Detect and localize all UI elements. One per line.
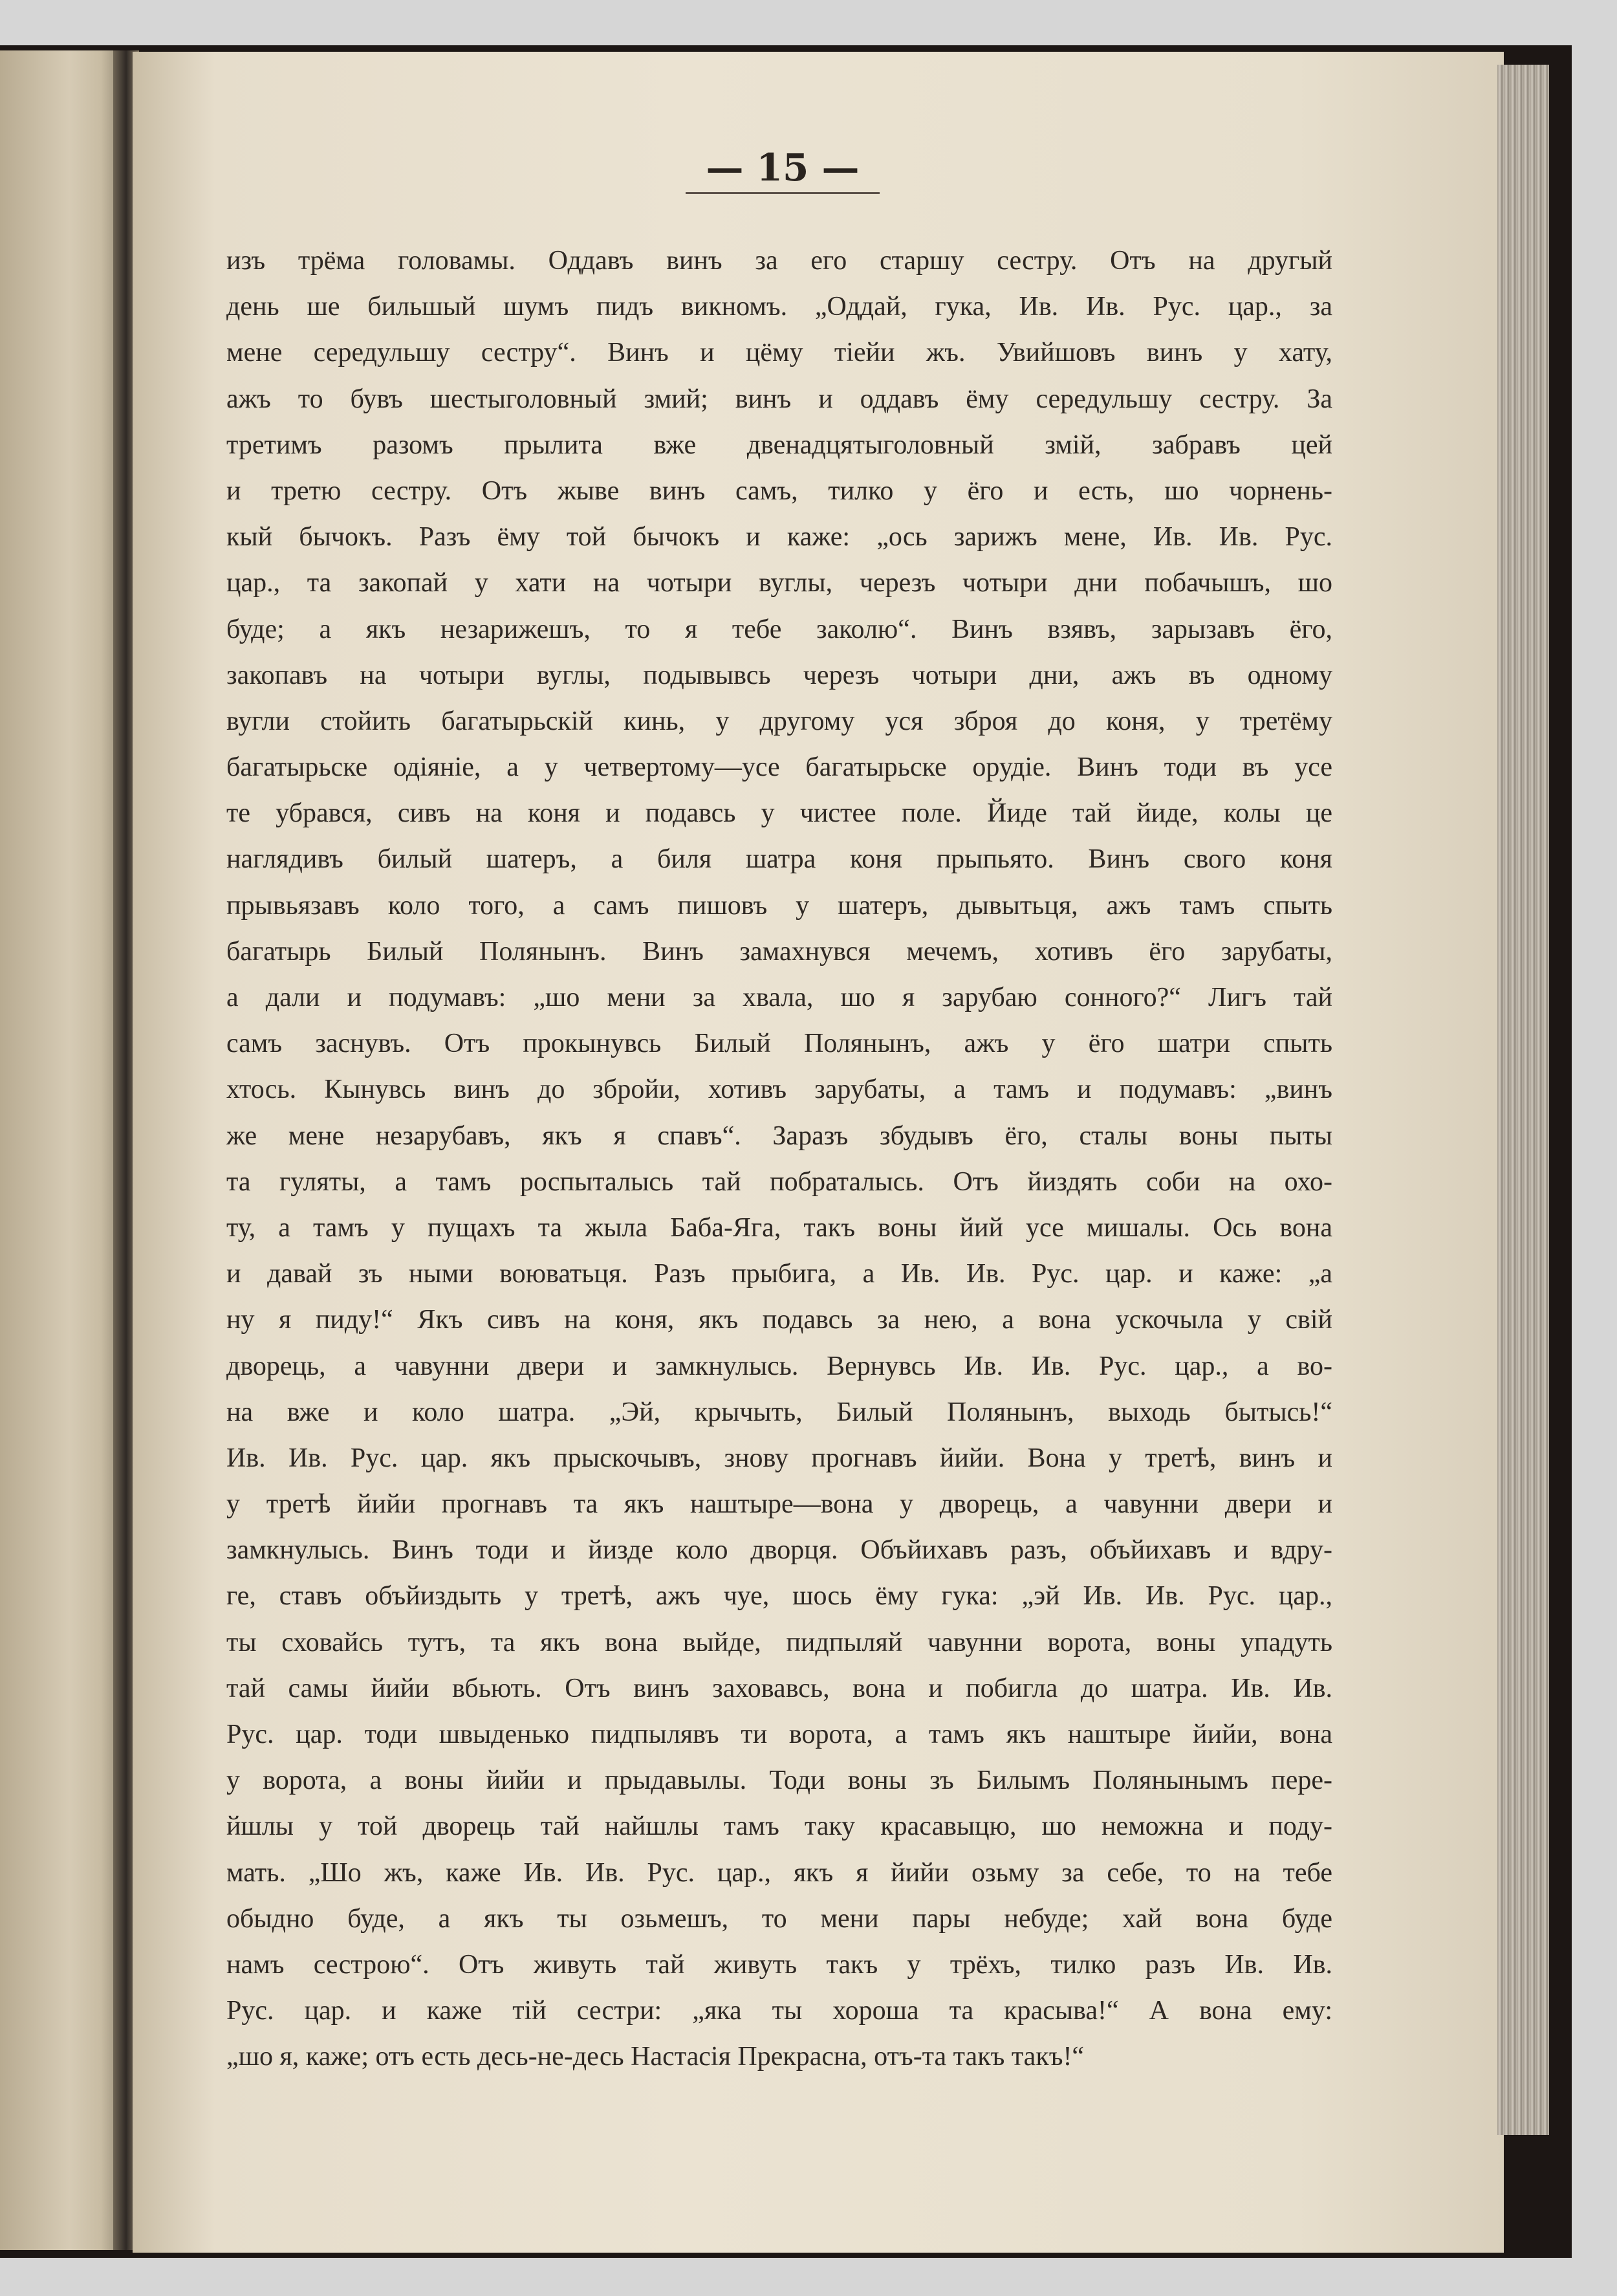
text-line: ге, ставъ объйиздыть у третѣ, ажъ чуе, шось ёму гука: „эй Ив. Ив. Рус. цар., bbox=[226, 1581, 1332, 1612]
text-line: Рус. цар. и каже тій сестри: „яка ты хороша та красыва!“ А вона ему: bbox=[226, 1996, 1332, 2026]
page-number: — 15 — bbox=[686, 146, 880, 194]
text-line: та гуляты, а тамъ роспыталысь тай побраталысь. Отъ йиздять соби на охо- bbox=[226, 1166, 1332, 1197]
text-line: же мене незарубавъ, якъ я спавъ“. Заразъ збудывъ ёго, сталы воны пыты bbox=[226, 1121, 1332, 1151]
text-line: намъ сестрою“. Отъ живуть тай живуть такъ у трёхъ, тилко разъ Ив. Ив. bbox=[226, 1949, 1332, 1980]
text-line: дворець, а чавунни двери и замкнулысь. Вернувсь Ив. Ив. Рус. цар., а во- bbox=[226, 1351, 1332, 1381]
text-line: ту, а тамъ у пущахъ та жыла Баба-Яга, такъ воны йий усе мишалы. Ось вона bbox=[226, 1212, 1332, 1243]
text-line: ты сховайсь тутъ, та якъ вона выйде, пидпыляй чавунни ворота, воны упадуть bbox=[226, 1627, 1332, 1657]
text-line: багатырьске одіяніе, а у четвертому—усе багатырьске орудіе. Винъ тоди въ усе bbox=[226, 752, 1332, 783]
text-line: на вже и коло шатра. „Эй, крычыть, Билый Полянынъ, выходь бытысь!“ bbox=[226, 1397, 1332, 1427]
text-line: обыдно буде, а якъ ты озьмешъ, то мени пары небуде; хай вона буде bbox=[226, 1903, 1332, 1934]
text-line: наглядивъ билый шатеръ, а биля шатра коня прыпьято. Винъ свого коня bbox=[226, 844, 1332, 875]
text-line: замкнулысь. Винъ тоди и йиздe коло дворця. Объйихавъ разъ, объйихавъ и вдру- bbox=[226, 1535, 1332, 1566]
text-line: йшлы у той дворець тай найшлы тамъ таку красавыцю, шо неможна и поду- bbox=[226, 1811, 1332, 1842]
text-line: и третю сестру. Отъ жыве винъ самъ, тилко у ёго и есть, шо чорнень- bbox=[226, 476, 1332, 506]
text-line: ну я пиду!“ Якъ сивъ на коня, якъ подавсь за нею, а вона ускочыла у свій bbox=[226, 1305, 1332, 1335]
text-line: день ше бильшый шумъ пидъ викномъ. „Оддай, гука, Ив. Ив. Рус. цар., за bbox=[226, 292, 1332, 322]
text-line: ажъ то бувъ шестыголовный змий; винъ и оддавъ ёму середульшу сестру. За bbox=[226, 384, 1332, 414]
text-line: изъ трёма головамы. Оддавъ винъ за его старшу сестру. Отъ на другый bbox=[226, 246, 1332, 276]
text-line: прывьязавъ коло того, а самъ пишовъ у шатеръ, дывытьця, ажъ тамъ спыть bbox=[226, 890, 1332, 921]
text-line: „шо я, каже; отъ есть десь-не-десь Настасія Прекрасна, отъ-та такъ такъ!“ bbox=[226, 2042, 1085, 2072]
left-page-edge bbox=[0, 50, 126, 2250]
text-line: вугли стойить багатырьскій кинь, у другому уся зброя до коня, у третёму bbox=[226, 706, 1332, 736]
page-body-text bbox=[226, 238, 1332, 2081]
text-line: буде; а якъ незарижешъ, то я тебе заколю“. Винъ взявъ, зарызавъ ёго, bbox=[226, 614, 1332, 644]
text-line: Рус. цар. тоди швыденько пидпылявъ ти ворота, а тамъ якъ наштыре йийи, вона bbox=[226, 1720, 1332, 1749]
text-line: третимъ разомъ прылита вже двенадцятыголовный змій, забравъ цей bbox=[226, 430, 1332, 460]
text-line: хтось. Кынувсь винъ до збройи, хотивъ зарубаты, а тамъ и подумавъ: „винъ bbox=[226, 1075, 1332, 1105]
text-line: кый бычокъ. Разъ ёму той бычокъ и каже: „ось зарижъ мене, Ив. Ив. Рус. bbox=[226, 522, 1332, 552]
page-stack-edge bbox=[1497, 65, 1549, 2135]
text-line: самъ заснувъ. Отъ прокынувсь Билый Полянынъ, ажъ у ёго шатри спыть bbox=[226, 1029, 1332, 1059]
text-line: закопавъ на чотыри вуглы, подывывсь черезъ чотыри дни, ажъ въ одному bbox=[226, 660, 1332, 690]
text-line: мать. „Шо жъ, каже Ив. Ив. Рус. цар., якъ я йийи озьму за себе, то на тебе bbox=[226, 1857, 1332, 1888]
text-line: цар., та закопай у хати на чотыри вуглы, черезъ чотыри дни побачышъ, шо bbox=[226, 568, 1332, 598]
text-line: Ив. Ив. Рус. цар. якъ прыскочывъ, знову прогнавъ йийи. Вона у третѣ, винъ и bbox=[226, 1443, 1332, 1473]
text-line: и давай зъ ными воюватьця. Разъ прыбига, а Ив. Ив. Рус. цар. и каже: „а bbox=[226, 1259, 1332, 1289]
text-line: а дали и подумавъ: „шо мени за хвала, шо я зарубаю сонного?“ Лигъ тай bbox=[226, 983, 1332, 1012]
text-line: багатырь Билый Полянынъ. Винъ замахнувся мечемъ, хотивъ ёго зарубаты, bbox=[226, 936, 1332, 967]
text-line: мене середульшу сестру“. Винъ и цёму тіейи жъ. Увийшовъ винъ у хату, bbox=[226, 338, 1332, 368]
text-line: те убрався, сивъ на коня и подавсь у чистее поле. Йиде тай йиде, колы це bbox=[226, 798, 1332, 829]
text-line: у ворота, а воны йийи и прыдавылы. Тоди воны зъ Билымъ Полянынымъ пере- bbox=[226, 1766, 1332, 1796]
text-line: у третѣ йийи прогнавъ та якъ наштыре—вона у дворець, а чавунни двери и bbox=[226, 1489, 1332, 1520]
text-line: тай самы йийи вбьють. Отъ винъ заховавсь, вона и побигла до шатра. Ив. Ив. bbox=[226, 1673, 1332, 1703]
